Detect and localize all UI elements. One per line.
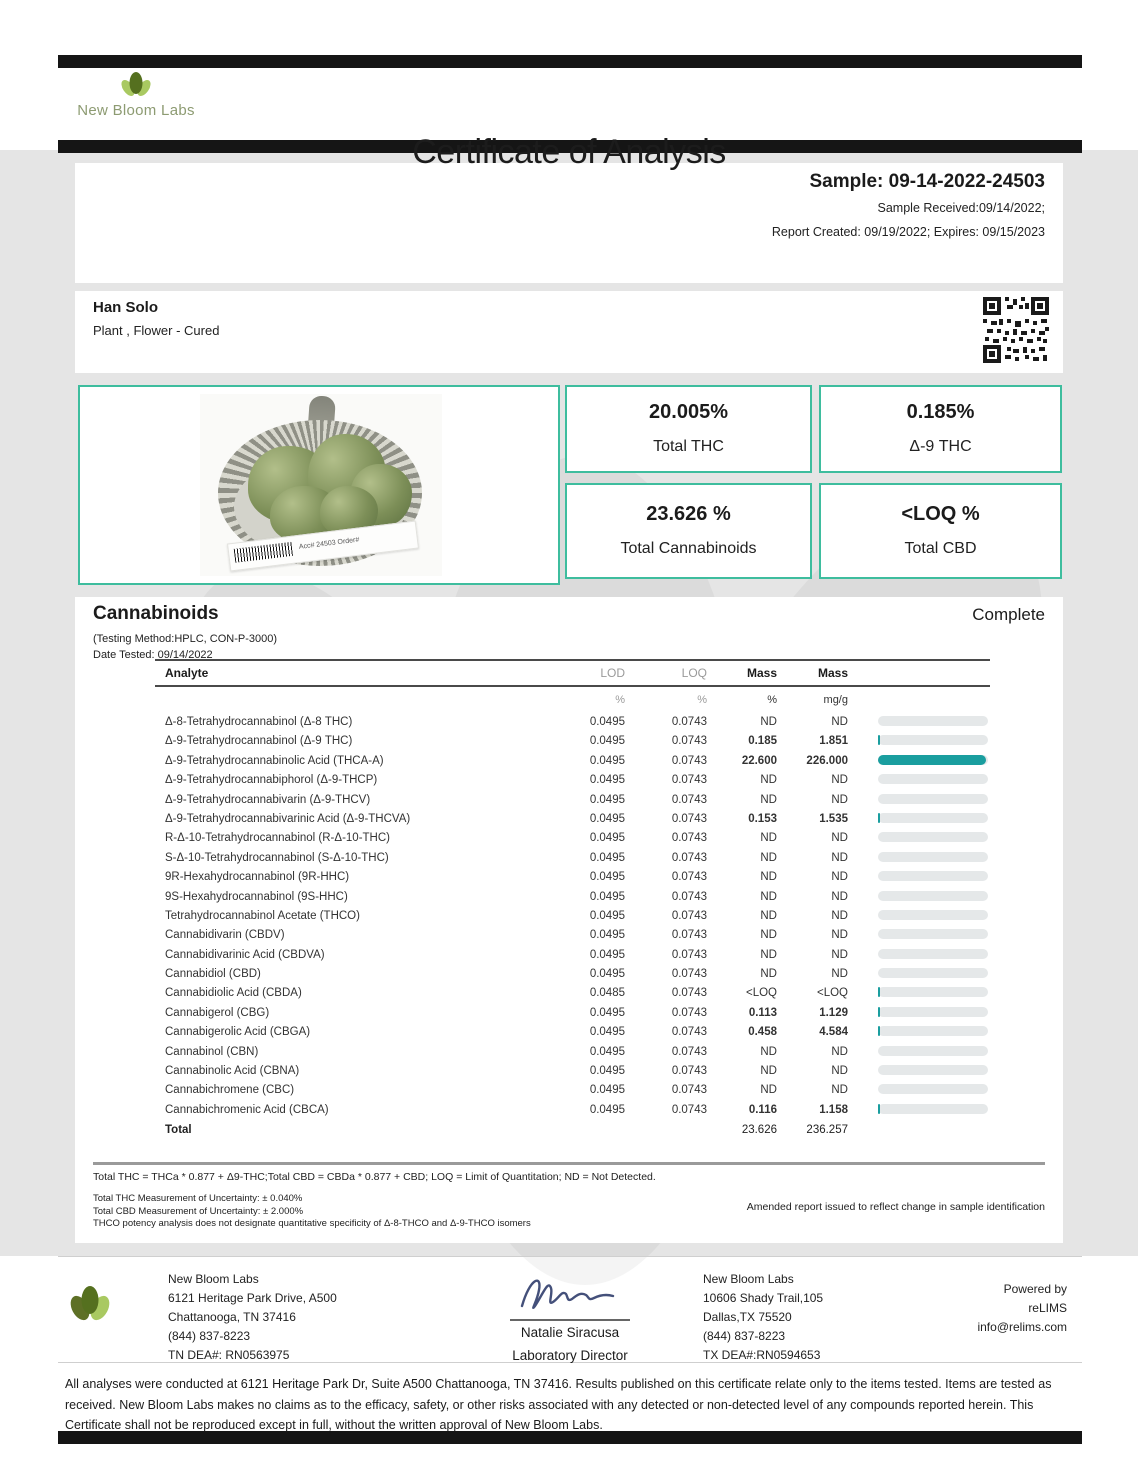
table-row: Cannabidivarinic Acid (CBDVA) 0.0495 0.0743 ND ND [155,946,990,965]
mass-bar [878,929,988,939]
disclaimer-text: All analyses were conducted at 6121 Heritage Park Dr, Suite A500 Chattanooga, TN 37416. Results published on this certificate relate only to the items tested. Items are tested as received. New Bloom Labs makes no claims as to the efficacy, safety, or other risks associated with any detected or non-detected level of any compounds reported herein. This Certificate shall not be reproduced except in full, without the written approval of New Bloom Labs. [65,1377,1052,1433]
col-mass-mgg: Mass [817,666,848,680]
director-title: Laboratory Director [512,1348,628,1363]
table-row: Δ-8-Tetrahydrocannabinol (Δ-8 THC) 0.0495 0.0743 ND ND [155,713,990,732]
signature-block [470,1268,670,1363]
amended-note: Amended report issued to reflect change in sample identification [746,1201,1045,1213]
table-row: Tetrahydrocannabinol Acetate (THCO) 0.0495 0.0743 ND ND [155,907,990,926]
uncertainty-notes: Total THC Measurement of Uncertainty: ± 0.040% Total CBD Measurement of Uncertainty: ± 2.000% THCO potency analysis does not designate quantitative specificity of Δ-8-THCO and Δ-9-THCO isomers [93,1193,531,1230]
mass-bar [878,794,988,804]
table-row: R-Δ-10-Tetrahydrocannabinol (R-Δ-10-THC) 0.0495 0.0743 ND ND [155,829,990,848]
page-title: Certificate of Analysis [412,133,726,171]
signature-line [510,1319,630,1321]
summary-card [75,381,1063,589]
mass-bar [878,949,988,959]
mass-bar [878,1026,988,1036]
mass-bar [878,716,988,726]
mass-bar [878,910,988,920]
sample-received: Sample Received:09/14/2022; [877,201,1045,215]
product-type: Plant , Flower - Cured [93,323,220,338]
mass-bar [878,1084,988,1094]
table-row: Cannabigerolic Acid (CBGA) 0.0495 0.0743 0.458 4.584 [155,1023,990,1042]
footer-lab-address-tn: New Bloom Labs 6121 Heritage Park Drive, A500 Chattanooga, TN 37416 (844) 837-8223 TN DEA#: RN0563975 [168,1272,337,1362]
testing-method: (Testing Method:HPLC, CON-P-3000) [93,633,278,645]
mass-bar [878,735,988,745]
table-total-row: Total 23.626 236.257 [165,1124,848,1137]
lab-logo [66,70,206,119]
sample-id: Sample: 09-14-2022-24503 [809,171,1045,192]
mass-bar [878,1104,988,1114]
mass-bar [878,1065,988,1075]
table-row: 9S-Hexahydrocannabinol (9S-HHC) 0.0495 0.0743 ND ND [155,888,990,907]
table-row: Cannabichromene (CBC) 0.0495 0.0743 ND ND [155,1081,990,1100]
status-complete: Complete [972,605,1045,624]
table-row: Cannabidiolic Acid (CBDA) 0.0485 0.0743 <LOQ <LOQ [155,984,990,1003]
table-row: Cannabidivarin (CBDV) 0.0495 0.0743 ND ND [155,926,990,945]
table-row: S-Δ-10-Tetrahydrocannabinol (S-Δ-10-THC) 0.0495 0.0743 ND ND [155,849,990,868]
footnote-divider [93,1162,1045,1165]
mass-bar [878,1046,988,1056]
total-cannabinoids-label: Total Cannabinoids [620,540,757,557]
table-row: Δ-9-Tetrahydrocannabinolic Acid (THCA-A) 0.0495 0.0743 22.600 226.000 [155,752,990,771]
sample-photo-box [78,385,560,585]
delta9-thc-label: Δ-9 THC [909,438,972,455]
table-row: Δ-9-Tetrahydrocannabiphorol (Δ-9-THCP) 0.0495 0.0743 ND ND [155,771,990,790]
top-divider-bar [58,55,1082,68]
col-loq: LOQ [681,666,707,680]
mass-bar [878,774,988,784]
mass-bar [878,871,988,881]
section-title: Cannabinoids [93,603,219,624]
mass-bar [878,832,988,842]
table-body [155,713,990,1120]
mass-bar [878,891,988,901]
total-cbd-value: <LOQ % [901,503,980,525]
barcode [234,542,293,563]
report-dates: Report Created: 09/19/2022; Expires: 09/15/2023 [771,225,1045,239]
table-row: Δ-9-Tetrahydrocannabivarinic Acid (Δ-9-THCVA) 0.0495 0.0743 0.153 1.535 [155,810,990,829]
date-tested: Date Tested: 09/14/2022 [93,649,213,661]
total-thc-box [565,385,812,473]
table-row: Cannabinol (CBN) 0.0495 0.0743 ND ND [155,1043,990,1062]
table-row: Δ-9-Tetrahydrocannabinol (Δ-9 THC) 0.0495 0.0743 0.185 1.851 [155,732,990,751]
analyte-table [155,659,990,1142]
col-analyte: Analyte [165,666,209,680]
col-mass-pct: Mass [746,666,777,680]
lab-logo-text: New Bloom Labs [77,102,195,119]
delta9-thc-value: 0.185% [906,401,975,423]
table-row: Cannabinolic Acid (CBNA) 0.0495 0.0743 ND ND [155,1062,990,1081]
cannabinoids-card [75,597,1063,1243]
customer-card [75,291,1063,373]
mass-bar [878,968,988,978]
total-cannabinoids-box [565,483,812,579]
table-header-row [155,659,990,687]
director-name: Natalie Siracusa [520,1325,620,1340]
customer-name: Han Solo [93,299,159,316]
total-cannabinoids-value: 23.626 % [646,503,731,525]
table-row: Cannabichromenic Acid (CBCA) 0.0495 0.0743 0.116 1.158 [155,1101,990,1120]
table-row: Cannabidiol (CBD) 0.0495 0.0743 ND ND [155,965,990,984]
mass-bar [878,755,988,765]
mass-bar [878,1007,988,1017]
mass-bar [878,852,988,862]
col-lod: LOD [600,666,625,680]
total-thc-value: 20.005% [649,401,728,423]
powered-by-block: Powered by reLIMS info@relims.com [977,1280,1067,1337]
table-row: Cannabigerol (CBG) 0.0495 0.0743 0.113 1.129 [155,1004,990,1023]
mass-bar [878,813,988,823]
table-units-row: % % % mg/g [615,694,848,706]
leaf-logo-icon [116,70,156,100]
footer-logo [64,1282,116,1331]
table-row: 9R-Hexahydrocannabinol (9R-HHC) 0.0495 0.0743 ND ND [155,868,990,887]
sample-info-card [75,163,1063,283]
footer-top-rule [58,1256,1082,1257]
sample-label-text: Acc# 24503 Order# [298,536,360,551]
delta9-thc-box [819,385,1062,473]
total-cbd-label: Total CBD [904,540,977,557]
total-cbd-box [819,483,1062,579]
mass-bar [878,987,988,997]
relims-email: info@relims.com [977,1320,1067,1334]
qr-code [983,297,1049,363]
table-row: Δ-9-Tetrahydrocannabivarin (Δ-9-THCV) 0.0495 0.0743 ND ND [155,791,990,810]
footer-lab-address-tx: New Bloom Labs 10606 Shady Trail,105 Dallas,TX 75520 (844) 837-8223 TX DEA#:RN0594653 [703,1272,824,1362]
calc-footnote: Total THC = THCa * 0.877 + Δ9-THC;Total CBD = CBDa * 0.877 + CBD; LOQ = Limit of Quantitation; ND = Not Detected. [93,1171,656,1183]
signature-icon [510,1268,630,1312]
sample-photo [200,394,442,576]
total-thc-label: Total THC [653,438,724,455]
